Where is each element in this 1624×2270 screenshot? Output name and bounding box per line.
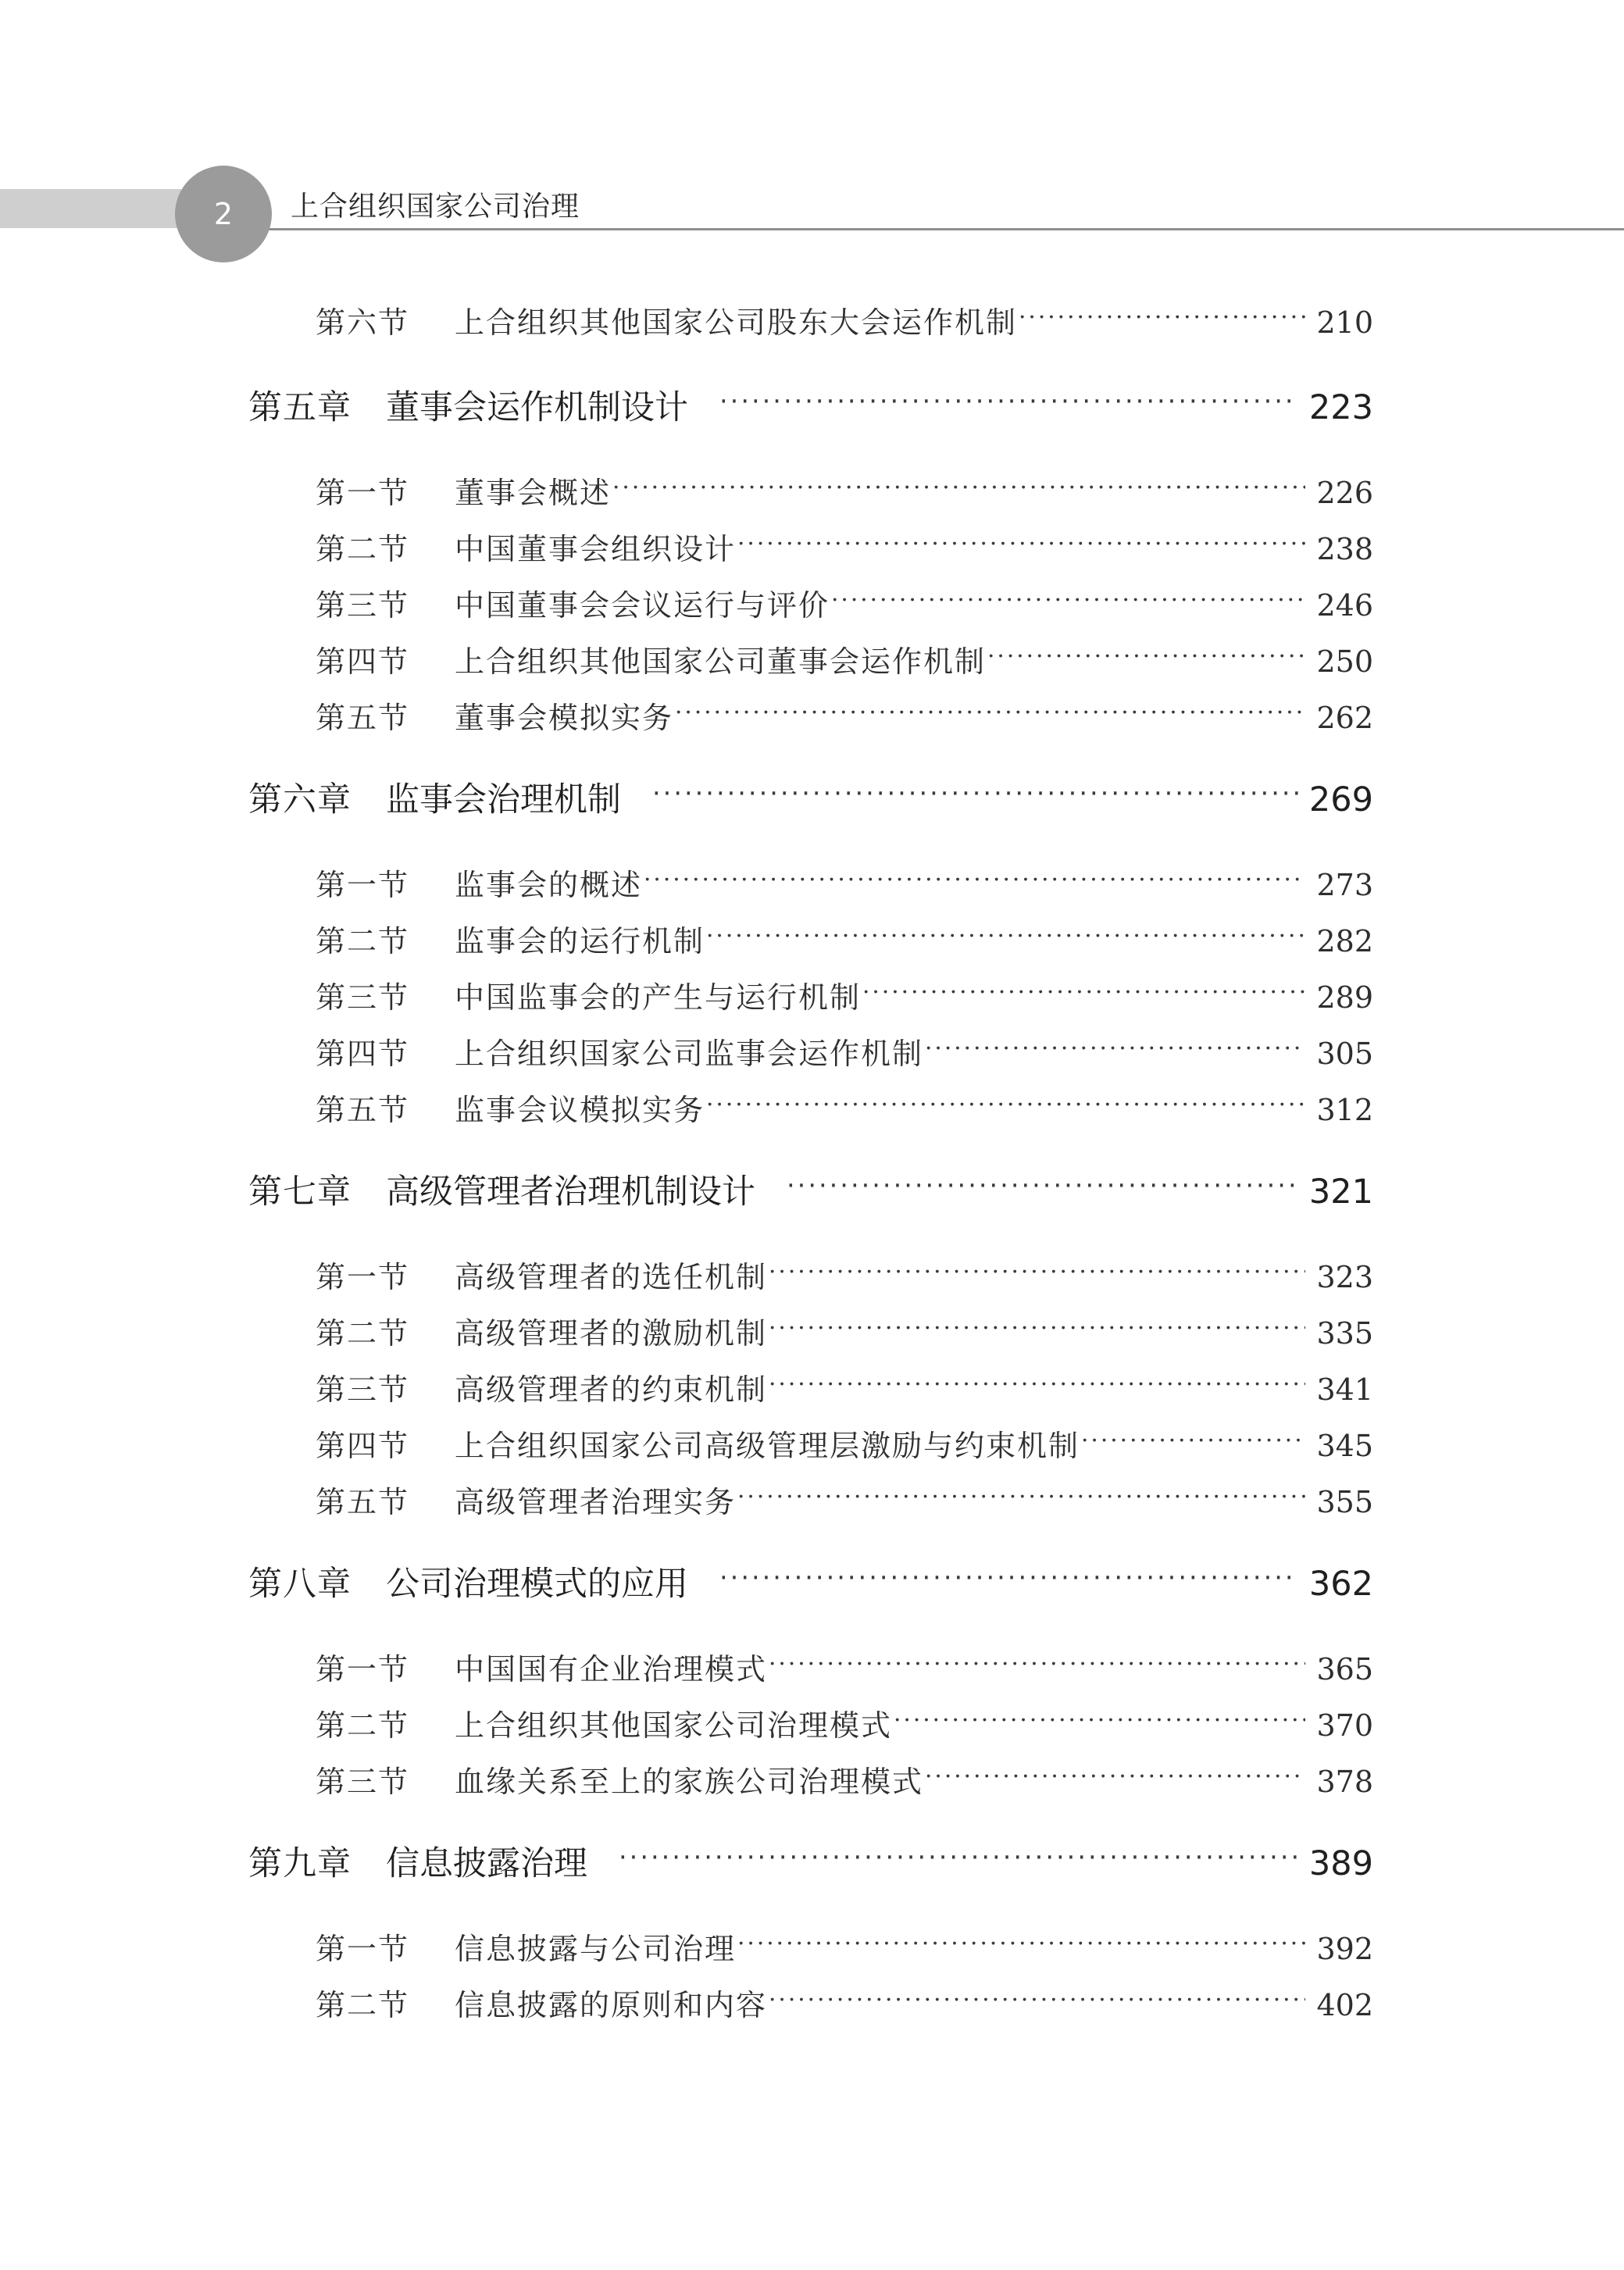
chapter-page-number: 321 (1308, 1172, 1373, 1212)
section-title: 监事会议模拟实务 (455, 1093, 705, 1127)
section-page-number: 402 (1316, 1988, 1373, 2022)
section-label: 第二节 (316, 532, 410, 566)
header-rule (181, 228, 1624, 230)
section-title: 信息披露的原则和内容 (455, 1988, 768, 2022)
chapter-page-number: 362 (1308, 1565, 1373, 1604)
section-label: 第六节 (316, 305, 410, 340)
section-label: 第三节 (316, 1372, 410, 1407)
dot-leader (769, 1315, 1305, 1345)
dot-leader (737, 531, 1305, 561)
section-title: 监事会的运行机制 (455, 924, 705, 958)
section-title: 上合组织其他国家公司治理模式 (455, 1708, 893, 1743)
toc-section-row[interactable] (316, 1758, 1373, 1801)
chapter-title: 信息披露治理 (386, 1844, 587, 1883)
section-title: 中国董事会组织设计 (455, 532, 737, 566)
toc-section-row[interactable] (316, 1422, 1373, 1465)
dot-leader (706, 1092, 1305, 1122)
section-page-number: 323 (1316, 1260, 1373, 1294)
dot-leader (1081, 1428, 1305, 1458)
section-page-number: 210 (1316, 305, 1373, 340)
section-title: 中国国有企业治理模式 (455, 1652, 768, 1686)
section-title: 高级管理者的选任机制 (455, 1260, 768, 1294)
chapter-page-number: 223 (1308, 388, 1373, 427)
running-header-title: 上合组织国家公司治理 (291, 191, 580, 223)
section-label: 第五节 (316, 701, 410, 735)
section-label: 第三节 (316, 980, 410, 1015)
section-title: 上合组织国家公司高级管理层激励与约束机制 (455, 1429, 1080, 1463)
dot-leader (719, 387, 1298, 420)
section-page-number: 238 (1316, 532, 1373, 566)
toc-section-row[interactable] (316, 1086, 1373, 1129)
toc-section-row[interactable] (316, 1478, 1373, 1521)
chapter-title: 监事会治理机制 (386, 780, 621, 819)
section-label: 第三节 (316, 588, 410, 623)
chapter-label: 第六章 (248, 780, 352, 819)
chapter-title: 董事会运作机制设计 (386, 388, 688, 427)
section-label: 第二节 (316, 924, 410, 958)
section-page-number: 250 (1316, 644, 1373, 679)
section-title: 上合组织其他国家公司董事会运作机制 (455, 644, 987, 679)
section-label: 第二节 (316, 1708, 410, 1743)
section-title: 上合组织国家公司监事会运作机制 (455, 1037, 924, 1071)
toc-section-row[interactable] (316, 861, 1373, 904)
section-page-number: 345 (1316, 1429, 1373, 1463)
toc-chapter-row[interactable] (248, 381, 1373, 429)
section-page-number: 365 (1316, 1652, 1373, 1686)
toc-section-row[interactable] (316, 917, 1373, 960)
page-number: 2 (213, 197, 234, 231)
dot-leader (1019, 305, 1305, 334)
dot-leader (737, 1484, 1305, 1514)
section-page-number: 378 (1316, 1765, 1373, 1799)
section-title: 高级管理者的约束机制 (455, 1372, 768, 1407)
section-label: 第三节 (316, 1765, 410, 1799)
toc-section-row[interactable] (316, 694, 1373, 737)
section-label: 第五节 (316, 1093, 410, 1127)
chapter-page-number: 389 (1308, 1844, 1373, 1883)
section-label: 第四节 (316, 1037, 410, 1071)
section-title: 监事会的概述 (455, 868, 643, 902)
section-page-number: 335 (1316, 1316, 1373, 1351)
dot-leader (987, 644, 1305, 673)
dot-leader (894, 1708, 1305, 1737)
section-page-number: 312 (1316, 1093, 1373, 1127)
page-number-badge (175, 166, 272, 262)
toc-section-row[interactable] (316, 525, 1373, 568)
section-label: 第一节 (316, 868, 410, 902)
section-label: 第一节 (316, 1932, 410, 1966)
dot-leader (769, 1651, 1305, 1681)
dot-leader (925, 1036, 1305, 1065)
toc-chapter-row[interactable] (248, 1837, 1373, 1885)
dot-leader (612, 475, 1305, 505)
section-title: 中国监事会的产生与运行机制 (455, 980, 862, 1015)
section-page-number: 273 (1316, 868, 1373, 902)
section-page-number: 262 (1316, 701, 1373, 735)
dot-leader (769, 1372, 1305, 1401)
chapter-label: 第八章 (248, 1565, 352, 1604)
section-page-number: 392 (1316, 1932, 1373, 1966)
dot-leader (925, 1764, 1305, 1794)
section-title: 董事会概述 (455, 476, 612, 510)
section-title: 信息披露与公司治理 (455, 1932, 737, 1966)
section-label: 第一节 (316, 476, 410, 510)
section-page-number: 246 (1316, 588, 1373, 623)
toc-section-row[interactable] (316, 973, 1373, 1016)
toc-section-row[interactable] (316, 1925, 1373, 1968)
chapter-title: 高级管理者治理机制设计 (386, 1172, 755, 1212)
dot-leader (652, 779, 1298, 812)
section-title: 上合组织其他国家公司股东大会运作机制 (455, 305, 1018, 340)
toc-section-row[interactable] (316, 1030, 1373, 1073)
section-label: 第一节 (316, 1260, 410, 1294)
section-label: 第五节 (316, 1485, 410, 1519)
dot-leader (706, 923, 1305, 953)
section-page-number: 289 (1316, 980, 1373, 1015)
toc-chapter-row[interactable] (248, 1165, 1373, 1213)
toc-section-row[interactable] (316, 469, 1373, 512)
toc-chapter-row[interactable] (248, 1558, 1373, 1605)
dot-leader (862, 980, 1305, 1009)
section-label: 第四节 (316, 1429, 410, 1463)
toc-section-row[interactable] (316, 1981, 1373, 2024)
chapter-page-number: 269 (1308, 780, 1373, 819)
toc-section-row[interactable] (316, 1253, 1373, 1296)
section-title: 董事会模拟实务 (455, 701, 674, 735)
dot-leader (769, 1987, 1305, 2017)
section-page-number: 341 (1316, 1372, 1373, 1407)
toc-section-row[interactable] (316, 581, 1373, 624)
chapter-label: 第五章 (248, 388, 352, 427)
chapter-label: 第九章 (248, 1844, 352, 1883)
toc-section-row[interactable] (316, 298, 1373, 341)
toc-chapter-row[interactable] (248, 773, 1373, 821)
section-page-number: 355 (1316, 1485, 1373, 1519)
section-title: 血缘关系至上的家族公司治理模式 (455, 1765, 924, 1799)
dot-leader (787, 1171, 1298, 1205)
dot-leader (675, 700, 1305, 730)
toc-section-row[interactable] (316, 1701, 1373, 1744)
section-page-number: 370 (1316, 1708, 1373, 1743)
section-page-number: 226 (1316, 476, 1373, 510)
dot-leader (737, 1931, 1305, 1961)
dot-leader (619, 1843, 1298, 1876)
dot-leader (831, 587, 1305, 617)
section-title: 高级管理者的激励机制 (455, 1316, 768, 1351)
section-title: 中国董事会会议运行与评价 (455, 588, 830, 623)
section-label: 第一节 (316, 1652, 410, 1686)
chapter-label: 第七章 (248, 1172, 352, 1212)
header-band (0, 189, 181, 228)
dot-leader (769, 1259, 1305, 1289)
chapter-title: 公司治理模式的应用 (386, 1565, 688, 1604)
section-title: 高级管理者治理实务 (455, 1485, 737, 1519)
section-label: 第二节 (316, 1316, 410, 1351)
dot-leader (644, 867, 1305, 897)
toc-section-row[interactable] (316, 1365, 1373, 1408)
section-label: 第二节 (316, 1988, 410, 2022)
toc-section-row[interactable] (316, 1645, 1373, 1688)
toc-section-row[interactable] (316, 1309, 1373, 1352)
section-page-number: 305 (1316, 1037, 1373, 1071)
dot-leader (719, 1563, 1298, 1597)
section-page-number: 282 (1316, 924, 1373, 958)
toc-section-row[interactable] (316, 637, 1373, 680)
section-label: 第四节 (316, 644, 410, 679)
